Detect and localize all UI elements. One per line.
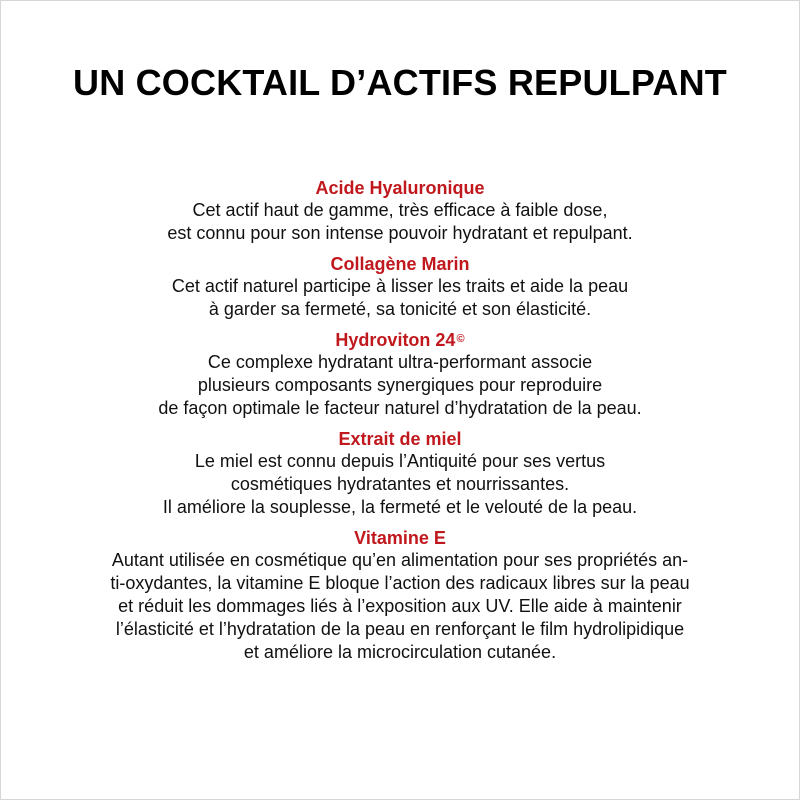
- section-text-line: de façon optimale le facteur naturel d’hydratation de la peau.: [158, 398, 642, 418]
- section-hydroviton: [0, 329, 800, 420]
- section-text-line: est connu pour son intense pouvoir hydratant et repulpant.: [167, 223, 633, 243]
- section-heading: Extrait de miel: [338, 429, 462, 449]
- section-text-line: Ce complexe hydratant ultra-performant associe: [207, 352, 593, 372]
- section-text-line: et améliore la microcirculation cutanée.: [243, 642, 557, 662]
- section-text-line: cosmétiques hydratantes et nourrissantes.: [230, 474, 570, 494]
- section-text-line: à garder sa fermeté, sa tonicité et son élasticité.: [208, 299, 592, 319]
- section-heading: Collagène Marin: [330, 254, 470, 274]
- section-text-line: l’élasticité et l’hydratation de la peau en renforçant le film hydrolipidique: [115, 619, 685, 639]
- section-text-line: plusieurs composants synergiques pour reproduire: [197, 375, 603, 395]
- section-collagene-marin: [0, 253, 800, 321]
- section-acide-hyaluronique: [0, 177, 800, 245]
- section-extrait-de-miel: [0, 428, 800, 519]
- section-heading: Vitamine E: [354, 528, 446, 548]
- section-heading: Hydroviton 24: [335, 330, 456, 350]
- section-text-line: ti-oxydantes, la vitamine E bloque l’action des radicaux libres sur la peau: [110, 573, 690, 593]
- copyright-mark: ©: [456, 333, 465, 345]
- section-text-line: Cet actif haut de gamme, très efficace à faible dose,: [192, 200, 608, 220]
- section-text-line: Autant utilisée en cosmétique qu’en alimentation pour ses propriétés an-: [111, 550, 689, 570]
- section-text-line: et réduit les dommages liés à l’exposition aux UV. Elle aide à maintenir: [118, 596, 682, 616]
- page-title: UN COCKTAIL D’ACTIFS REPULPANT: [73, 62, 727, 103]
- section-text-line: Il améliore la souplesse, la fermeté et le velouté de la peau.: [162, 497, 638, 517]
- section-text-line: Le miel est connu depuis l’Antiquité pour ses vertus: [194, 451, 606, 471]
- ingredients-list: [0, 177, 800, 672]
- section-heading: Acide Hyaluronique: [315, 178, 485, 198]
- section-vitamine-e: [0, 527, 800, 664]
- section-text-line: Cet actif naturel participe à lisser les traits et aide la peau: [171, 276, 629, 296]
- section-heading-wrap: [0, 329, 800, 351]
